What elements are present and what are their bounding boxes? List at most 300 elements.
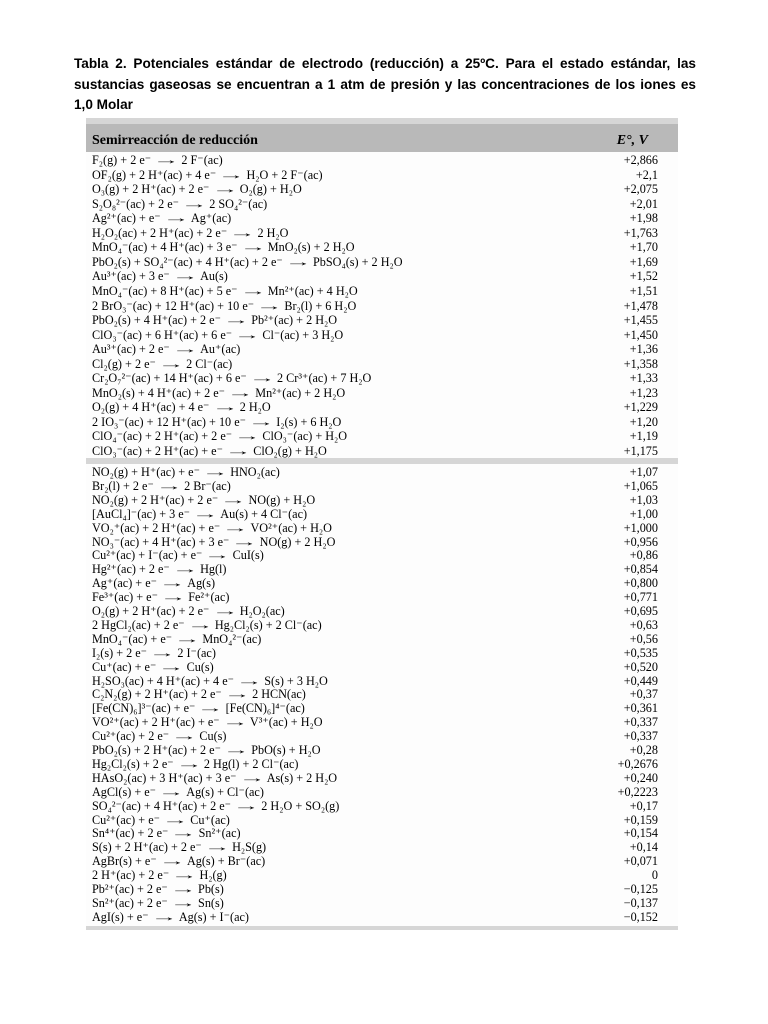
products: PbO(s) + H₂O bbox=[251, 743, 321, 757]
reaction-arrow-icon: → bbox=[169, 895, 197, 910]
reactants: Cl₂(g) + 2 e⁻ bbox=[92, 356, 156, 371]
reaction-row bbox=[86, 688, 678, 702]
standard-potential: +1,478 bbox=[623, 298, 658, 313]
standard-potential: +0,956 bbox=[623, 534, 658, 549]
standard-potential: +0,2676 bbox=[617, 756, 658, 771]
reactants: 2 HgCl₂(ac) + 2 e⁻ bbox=[92, 617, 185, 632]
half-reaction bbox=[92, 758, 298, 772]
half-reaction bbox=[92, 633, 261, 647]
half-reaction bbox=[92, 702, 305, 716]
reaction-row bbox=[86, 744, 678, 758]
reactants: Cu²⁺(ac) + I⁻(ac) + e⁻ bbox=[92, 548, 203, 563]
products: H₂(g) bbox=[199, 868, 227, 883]
reactants: Cu²⁺(ac) + 2 e⁻ bbox=[92, 729, 170, 744]
standard-potential: +1,065 bbox=[623, 478, 658, 493]
standard-potential: +1,52 bbox=[629, 269, 658, 284]
half-reaction bbox=[92, 869, 227, 883]
reaction-arrow-icon: → bbox=[217, 167, 245, 182]
standard-potential: +1,450 bbox=[623, 327, 658, 342]
standard-potential: +1,51 bbox=[629, 283, 658, 298]
table-section-upper bbox=[86, 152, 678, 458]
reaction-row bbox=[86, 855, 678, 869]
reaction-row bbox=[86, 827, 678, 841]
half-reaction bbox=[92, 494, 315, 508]
half-reaction bbox=[92, 675, 328, 689]
standard-potential: +0,854 bbox=[623, 562, 658, 577]
standard-potential: +1,36 bbox=[629, 342, 658, 357]
reactants: MnO₂(s) + 4 H⁺(ac) + 2 e⁻ bbox=[92, 385, 226, 400]
reactants: Au³⁺(ac) + 2 e⁻ bbox=[92, 342, 170, 357]
reaction-arrow-icon: → bbox=[171, 562, 199, 577]
standard-potential: +0,071 bbox=[623, 854, 658, 869]
standard-potential: +0,159 bbox=[623, 812, 658, 827]
table-caption: Tabla 2. Potenciales estándar de electrodo (reducción) a 25ºC. Para el estado estándar, las sustancias gaseosas se encuentran a 1 atm de presión y las concentraciones de los iones es 1,0 Molar bbox=[74, 56, 696, 112]
products: 2 Hg(l) + 2 Cl⁻(ac) bbox=[203, 756, 299, 771]
reaction-arrow-icon: → bbox=[248, 371, 276, 386]
reaction-arrow-icon: → bbox=[232, 798, 260, 813]
table-section-lower bbox=[86, 464, 678, 926]
standard-potential: +0,337 bbox=[623, 729, 658, 744]
products: Au(s) bbox=[200, 269, 228, 284]
reaction-row bbox=[86, 647, 678, 661]
products: 2 F⁻(ac) bbox=[181, 153, 223, 167]
reaction-row bbox=[86, 358, 678, 372]
reaction-row bbox=[86, 730, 678, 744]
scanned-table bbox=[86, 118, 678, 930]
reaction-arrow-icon: → bbox=[233, 327, 261, 342]
standard-potential: −0,152 bbox=[623, 909, 658, 924]
standard-potential: +0,535 bbox=[623, 645, 658, 660]
reaction-row bbox=[86, 387, 678, 401]
half-reaction bbox=[92, 387, 345, 401]
products: Ag(s) + I⁻(ac) bbox=[178, 909, 249, 924]
products: Cu⁺(ac) bbox=[190, 812, 230, 827]
reaction-arrow-icon: → bbox=[148, 645, 176, 660]
reaction-row bbox=[86, 430, 678, 444]
standard-potential: +0,695 bbox=[623, 604, 658, 618]
reactants: Ag²⁺(ac) + e⁻ bbox=[92, 211, 161, 226]
half-reaction bbox=[92, 591, 229, 605]
reactants: Cu²⁺(ac) + e⁻ bbox=[92, 812, 161, 827]
reaction-arrow-icon: → bbox=[211, 182, 238, 197]
reaction-row bbox=[86, 480, 678, 494]
standard-potential: +2,1 bbox=[635, 167, 658, 182]
reactants: ClO₄⁻(ac) + 2 H⁺(ac) + 2 e⁻ bbox=[92, 429, 233, 444]
standard-potential: +2,075 bbox=[623, 182, 658, 197]
reactants: F₂(g) + 2 e⁻ bbox=[92, 153, 152, 167]
half-reaction bbox=[92, 827, 241, 841]
half-reaction bbox=[92, 416, 341, 430]
reactants: I₂(s) + 2 e⁻ bbox=[92, 645, 148, 660]
half-reaction bbox=[92, 270, 228, 284]
standard-potential: +0,449 bbox=[623, 673, 658, 688]
reactants: HAsO₂(ac) + 3 H⁺(ac) + 3 e⁻ bbox=[92, 770, 237, 785]
half-reaction bbox=[92, 401, 271, 415]
header-reaction: Semirreacción de reducción bbox=[92, 133, 258, 148]
products: HNO₂(ac) bbox=[230, 465, 280, 479]
reactants: 2 H⁺(ac) + 2 e⁻ bbox=[92, 868, 170, 883]
half-reaction bbox=[92, 169, 323, 183]
reaction-arrow-icon: → bbox=[238, 770, 266, 785]
products: NO(g) + 2 H₂O bbox=[259, 534, 336, 549]
half-reaction bbox=[92, 480, 231, 494]
reactants: 2 BrO₃⁻(ac) + 12 H⁺(ac) + 10 e⁻ bbox=[92, 298, 255, 313]
reaction-arrow-icon: → bbox=[175, 756, 203, 771]
reactants: [AuCl₄]⁻(ac) + 3 e⁻ bbox=[92, 506, 191, 521]
reactants: PbO₂(s) + SO₄²⁻(ac) + 4 H⁺(ac) + 2 e⁻ bbox=[92, 254, 283, 269]
standard-potential: +0,361 bbox=[623, 701, 658, 716]
products: MnO₂(s) + 2 H₂O bbox=[267, 240, 355, 255]
reaction-row bbox=[86, 285, 678, 299]
standard-potential: +0,800 bbox=[623, 576, 658, 591]
standard-potential: +1,98 bbox=[629, 211, 658, 226]
standard-potential: +0,28 bbox=[629, 743, 658, 757]
reaction-row bbox=[86, 401, 678, 415]
reaction-row bbox=[86, 772, 678, 786]
reaction-arrow-icon: → bbox=[170, 729, 198, 744]
reactants: MnO₄⁻(ac) + 4 H⁺(ac) + 3 e⁻ bbox=[92, 240, 238, 255]
reaction-arrow-icon: → bbox=[150, 909, 178, 924]
reaction-arrow-icon: → bbox=[157, 784, 185, 799]
reactants: Ag⁺(ac) + e⁻ bbox=[92, 576, 158, 591]
standard-potential: +1,455 bbox=[623, 313, 658, 328]
products: 2 I⁻(ac) bbox=[177, 645, 216, 660]
reactants: O₂(g) + 2 H⁺(ac) + 2 e⁻ bbox=[92, 604, 210, 618]
reaction-row bbox=[86, 549, 678, 563]
reactants: C₂N₂(g) + 2 H⁺(ac) + 2 e⁻ bbox=[92, 687, 222, 702]
products: 2 Cl⁻(ac) bbox=[186, 356, 233, 371]
reaction-arrow-icon: → bbox=[204, 548, 231, 563]
reactants: AgI(s) + e⁻ bbox=[92, 909, 149, 924]
standard-potential: +0,86 bbox=[629, 548, 658, 563]
standard-potential: +1,000 bbox=[623, 520, 658, 535]
reaction-row bbox=[86, 314, 678, 328]
half-reaction bbox=[92, 647, 216, 661]
reaction-arrow-icon: → bbox=[226, 385, 254, 400]
half-reaction bbox=[92, 300, 356, 314]
half-reaction bbox=[92, 688, 306, 702]
half-reaction bbox=[92, 445, 327, 459]
half-reaction bbox=[92, 372, 371, 386]
half-reaction bbox=[92, 212, 231, 226]
reaction-row bbox=[86, 619, 678, 633]
half-reaction bbox=[92, 744, 321, 758]
products: PbSO₄(s) + 2 H₂O bbox=[313, 254, 403, 269]
reaction-arrow-icon: → bbox=[171, 269, 199, 284]
products: Br₂(l) + 6 H₂O bbox=[284, 298, 357, 313]
reaction-row bbox=[86, 911, 678, 925]
reaction-arrow-icon: → bbox=[233, 429, 261, 444]
standard-potential: +1,70 bbox=[629, 240, 658, 255]
reactants: NO₂(g) + 2 H⁺(ac) + 2 e⁻ bbox=[92, 492, 219, 507]
reaction-row bbox=[86, 605, 678, 619]
reaction-row bbox=[86, 841, 678, 855]
products: Fe²⁺(ac) bbox=[188, 590, 230, 605]
reaction-row bbox=[86, 329, 678, 343]
products: Cu(s) bbox=[199, 729, 227, 744]
products: Ag(s) bbox=[187, 576, 216, 591]
half-reaction bbox=[92, 577, 215, 591]
standard-potential: −0,125 bbox=[623, 882, 658, 896]
reaction-arrow-icon: → bbox=[180, 196, 208, 211]
reaction-arrow-icon: → bbox=[224, 444, 252, 458]
half-reaction bbox=[92, 730, 226, 744]
products: Pb(s) bbox=[198, 882, 224, 896]
half-reaction bbox=[92, 329, 343, 343]
products: Cu(s) bbox=[186, 659, 214, 674]
half-reaction bbox=[92, 227, 288, 241]
half-reaction bbox=[92, 619, 322, 633]
standard-potential: +0,63 bbox=[629, 617, 658, 632]
reaction-row bbox=[86, 869, 678, 883]
reaction-row bbox=[86, 716, 678, 730]
reaction-row bbox=[86, 227, 678, 241]
reaction-arrow-icon: → bbox=[171, 342, 199, 357]
reaction-row bbox=[86, 183, 678, 197]
reactants: MnO₄⁻(ac) + e⁻ bbox=[92, 631, 173, 646]
reaction-arrow-icon: → bbox=[191, 506, 219, 521]
reaction-row bbox=[86, 577, 678, 591]
products: Au⁺(ac) bbox=[200, 342, 241, 357]
standard-potential: −0,137 bbox=[623, 895, 658, 910]
reaction-row bbox=[86, 256, 678, 270]
reactants: ClO₃⁻(ac) + 6 H⁺(ac) + 6 e⁻ bbox=[92, 327, 233, 342]
reactants: NO₂(g) + H⁺(ac) + e⁻ bbox=[92, 465, 201, 479]
half-reaction bbox=[92, 883, 224, 897]
half-reaction bbox=[92, 256, 403, 270]
standard-potential: +0,56 bbox=[629, 631, 658, 646]
reaction-arrow-icon: → bbox=[222, 520, 249, 535]
standard-potential: +1,07 bbox=[629, 465, 658, 479]
products: I₂(s) + 6 H₂O bbox=[276, 414, 342, 429]
products: CuI(s) bbox=[232, 548, 264, 563]
reaction-row bbox=[86, 702, 678, 716]
products: Sn(s) bbox=[198, 895, 224, 910]
reaction-arrow-icon: → bbox=[222, 743, 250, 757]
reaction-arrow-icon: → bbox=[239, 283, 267, 298]
reactants: S₂O₈²⁻(ac) + 2 e⁻ bbox=[92, 196, 180, 211]
reactants: Sn⁴⁺(ac) + 2 e⁻ bbox=[92, 826, 169, 841]
reaction-arrow-icon: → bbox=[203, 840, 231, 855]
reaction-row bbox=[86, 445, 678, 459]
standard-potential: +0,240 bbox=[623, 770, 658, 785]
half-reaction bbox=[92, 800, 339, 814]
reactants: Fe³⁺(ac) + e⁻ bbox=[92, 590, 159, 605]
standard-potential: +0,771 bbox=[623, 590, 658, 605]
reaction-row bbox=[86, 300, 678, 314]
standard-potential: +0,14 bbox=[629, 840, 658, 855]
products: 2 HCN(ac) bbox=[252, 687, 306, 702]
reactants: Cu⁺(ac) + e⁻ bbox=[92, 659, 157, 674]
reactants: OF₂(g) + 2 H⁺(ac) + 4 e⁻ bbox=[92, 167, 217, 182]
half-reaction bbox=[92, 241, 355, 255]
half-reaction bbox=[92, 841, 266, 855]
reactants: Hg₂Cl₂(s) + 2 e⁻ bbox=[92, 756, 174, 771]
reaction-arrow-icon: → bbox=[197, 701, 224, 716]
reaction-row bbox=[86, 169, 678, 183]
reactants: MnO₄⁻(ac) + 8 H⁺(ac) + 5 e⁻ bbox=[92, 283, 238, 298]
half-reaction bbox=[92, 198, 267, 212]
reaction-arrow-icon: → bbox=[158, 854, 186, 869]
half-reaction bbox=[92, 430, 347, 444]
reaction-arrow-icon: → bbox=[211, 604, 238, 618]
products: Mn²⁺(ac) + 4 H₂O bbox=[267, 283, 358, 298]
products: Ag(s) + Br⁻(ac) bbox=[186, 854, 266, 869]
products: H₂O + 2 F⁻(ac) bbox=[246, 167, 323, 182]
reaction-arrow-icon: → bbox=[223, 687, 251, 702]
half-reaction bbox=[92, 466, 280, 480]
reactants: AgBr(s) + e⁻ bbox=[92, 854, 157, 869]
reaction-arrow-icon: → bbox=[157, 356, 185, 371]
products: 2 Br⁻(ac) bbox=[184, 478, 231, 493]
products: Ag(s) + Cl⁻(ac) bbox=[186, 784, 264, 799]
reaction-row bbox=[86, 466, 678, 480]
reactants: Pb²⁺(ac) + 2 e⁻ bbox=[92, 882, 168, 896]
products: Pb²⁺(ac) + 2 H₂O bbox=[251, 313, 338, 328]
products: 2 H₂O bbox=[239, 400, 271, 415]
reaction-row bbox=[86, 814, 678, 828]
reactants: Br₂(l) + 2 e⁻ bbox=[92, 478, 154, 493]
standard-potential: +1,358 bbox=[623, 356, 658, 371]
products: VO²⁺(ac) + H₂O bbox=[250, 520, 332, 535]
half-reaction bbox=[92, 358, 232, 372]
half-reaction bbox=[92, 786, 264, 800]
reaction-arrow-icon: → bbox=[222, 313, 250, 328]
half-reaction bbox=[92, 911, 249, 925]
reaction-row bbox=[86, 661, 678, 675]
reaction-row bbox=[86, 508, 678, 522]
half-reaction bbox=[92, 154, 223, 168]
half-reaction bbox=[92, 716, 323, 730]
half-reaction bbox=[92, 814, 230, 828]
standard-potential: +1,175 bbox=[623, 444, 658, 458]
reaction-row bbox=[86, 372, 678, 386]
products: Sn²⁺(ac) bbox=[198, 826, 241, 841]
reaction-row bbox=[86, 416, 678, 430]
products: V³⁺(ac) + H₂O bbox=[249, 715, 323, 730]
standard-potential: +2,01 bbox=[629, 196, 658, 211]
reaction-arrow-icon: → bbox=[170, 868, 198, 883]
standard-potential: +1,20 bbox=[629, 414, 658, 429]
standard-potential: +1,229 bbox=[623, 400, 658, 415]
half-reaction bbox=[92, 285, 358, 299]
reaction-arrow-icon: → bbox=[247, 414, 275, 429]
reaction-arrow-icon: → bbox=[239, 240, 267, 255]
products: Hg(l) bbox=[200, 562, 227, 577]
products: 2 SO₄²⁻(ac) bbox=[209, 196, 268, 211]
reaction-arrow-icon: → bbox=[155, 478, 183, 493]
half-reaction bbox=[92, 522, 332, 536]
standard-potential: 0 bbox=[651, 868, 658, 883]
reaction-row bbox=[86, 198, 678, 212]
reaction-arrow-icon: → bbox=[186, 617, 214, 632]
reactants: Hg²⁺(ac) + 2 e⁻ bbox=[92, 562, 170, 577]
reactants: ClO₃⁻(ac) + 2 H⁺(ac) + e⁻ bbox=[92, 444, 224, 458]
products: Hg₂Cl₂(s) + 2 Cl⁻(ac) bbox=[214, 617, 322, 632]
reaction-row bbox=[86, 522, 678, 536]
reaction-arrow-icon: → bbox=[221, 715, 249, 730]
reactants: O₃(g) + 2 H⁺(ac) + 2 e⁻ bbox=[92, 182, 210, 197]
products: [Fe(CN)₆]⁴⁻(ac) bbox=[225, 701, 305, 716]
reactants: NO₃⁻(ac) + 4 H⁺(ac) + 3 e⁻ bbox=[92, 534, 230, 549]
reactants: 2 IO₃⁻(ac) + 12 H⁺(ac) + 10 e⁻ bbox=[92, 414, 247, 429]
reactants: O₂(g) + 4 H⁺(ac) + 4 e⁻ bbox=[92, 400, 210, 415]
half-reaction bbox=[92, 772, 337, 786]
products: 2 Cr³⁺(ac) + 7 H₂O bbox=[277, 371, 372, 386]
standard-potential: +1,69 bbox=[629, 254, 658, 269]
reaction-row bbox=[86, 633, 678, 647]
reaction-arrow-icon: → bbox=[255, 298, 283, 313]
reactants: H₂SO₃(ac) + 4 H⁺(ac) + 4 e⁻ bbox=[92, 673, 235, 688]
standard-potential: +0,17 bbox=[629, 798, 658, 813]
products: ClO₂(g) + H₂O bbox=[253, 444, 327, 458]
reaction-row bbox=[86, 270, 678, 284]
products: NO(g) + H₂O bbox=[248, 492, 316, 507]
reaction-arrow-icon: → bbox=[235, 673, 263, 688]
reactants: [Fe(CN)₆]³⁻(ac) + e⁻ bbox=[92, 701, 196, 716]
half-reaction bbox=[92, 661, 214, 675]
header-potential: E°, V bbox=[616, 133, 648, 148]
products: ClO₃⁻(ac) + H₂O bbox=[262, 429, 348, 444]
reaction-row bbox=[86, 758, 678, 772]
standard-potential: +1,19 bbox=[629, 429, 658, 444]
reaction-row bbox=[86, 786, 678, 800]
reaction-row bbox=[86, 563, 678, 577]
reactants: Sn²⁺(ac) + 2 e⁻ bbox=[92, 895, 168, 910]
reactants: PbO₂(s) + 2 H⁺(ac) + 2 e⁻ bbox=[92, 743, 222, 757]
reaction-row bbox=[86, 343, 678, 357]
reaction-row bbox=[86, 675, 678, 689]
standard-potential: +1,763 bbox=[623, 225, 658, 240]
standard-potential: +0,2223 bbox=[617, 784, 658, 799]
products: As(s) + 2 H₂O bbox=[266, 770, 338, 785]
half-reaction bbox=[92, 855, 265, 869]
half-reaction bbox=[92, 549, 264, 563]
products: Au(s) + 4 Cl⁻(ac) bbox=[220, 506, 308, 521]
products: MnO₄²⁻(ac) bbox=[202, 631, 262, 646]
reaction-arrow-icon: → bbox=[158, 659, 185, 674]
products: Cl⁻(ac) + 3 H₂O bbox=[262, 327, 344, 342]
products: S(s) + 3 H₂O bbox=[264, 673, 328, 688]
reaction-arrow-icon: → bbox=[158, 576, 186, 591]
half-reaction bbox=[92, 897, 224, 911]
products: 2 H₂O bbox=[257, 225, 289, 240]
reaction-arrow-icon: → bbox=[162, 211, 190, 226]
half-reaction bbox=[92, 314, 337, 328]
reactants: PbO₂(s) + 4 H⁺(ac) + 2 e⁻ bbox=[92, 313, 222, 328]
reaction-row bbox=[86, 494, 678, 508]
reaction-arrow-icon: → bbox=[219, 492, 247, 507]
reaction-row bbox=[86, 241, 678, 255]
reaction-arrow-icon: → bbox=[284, 254, 312, 269]
reaction-arrow-icon: → bbox=[161, 812, 189, 827]
reactants: VO²⁺(ac) + 2 H⁺(ac) + e⁻ bbox=[92, 715, 220, 730]
reactants: Au³⁺(ac) + 3 e⁻ bbox=[92, 269, 170, 284]
reaction-row bbox=[86, 536, 678, 550]
products: O₂(g) + H₂O bbox=[239, 182, 302, 197]
reactants: S(s) + 2 H⁺(ac) + 2 e⁻ bbox=[92, 840, 202, 855]
reaction-arrow-icon: → bbox=[201, 465, 229, 479]
reaction-row bbox=[86, 154, 678, 168]
standard-potential: +0,154 bbox=[623, 826, 658, 841]
standard-potential: +1,23 bbox=[629, 385, 658, 400]
reaction-arrow-icon: → bbox=[211, 400, 238, 415]
reactants: AgCl(s) + e⁻ bbox=[92, 784, 157, 799]
reaction-row bbox=[86, 212, 678, 226]
reaction-row bbox=[86, 800, 678, 814]
standard-potential: +0,337 bbox=[623, 715, 658, 730]
reactants: H₂O₂(ac) + 2 H⁺(ac) + 2 e⁻ bbox=[92, 225, 228, 240]
